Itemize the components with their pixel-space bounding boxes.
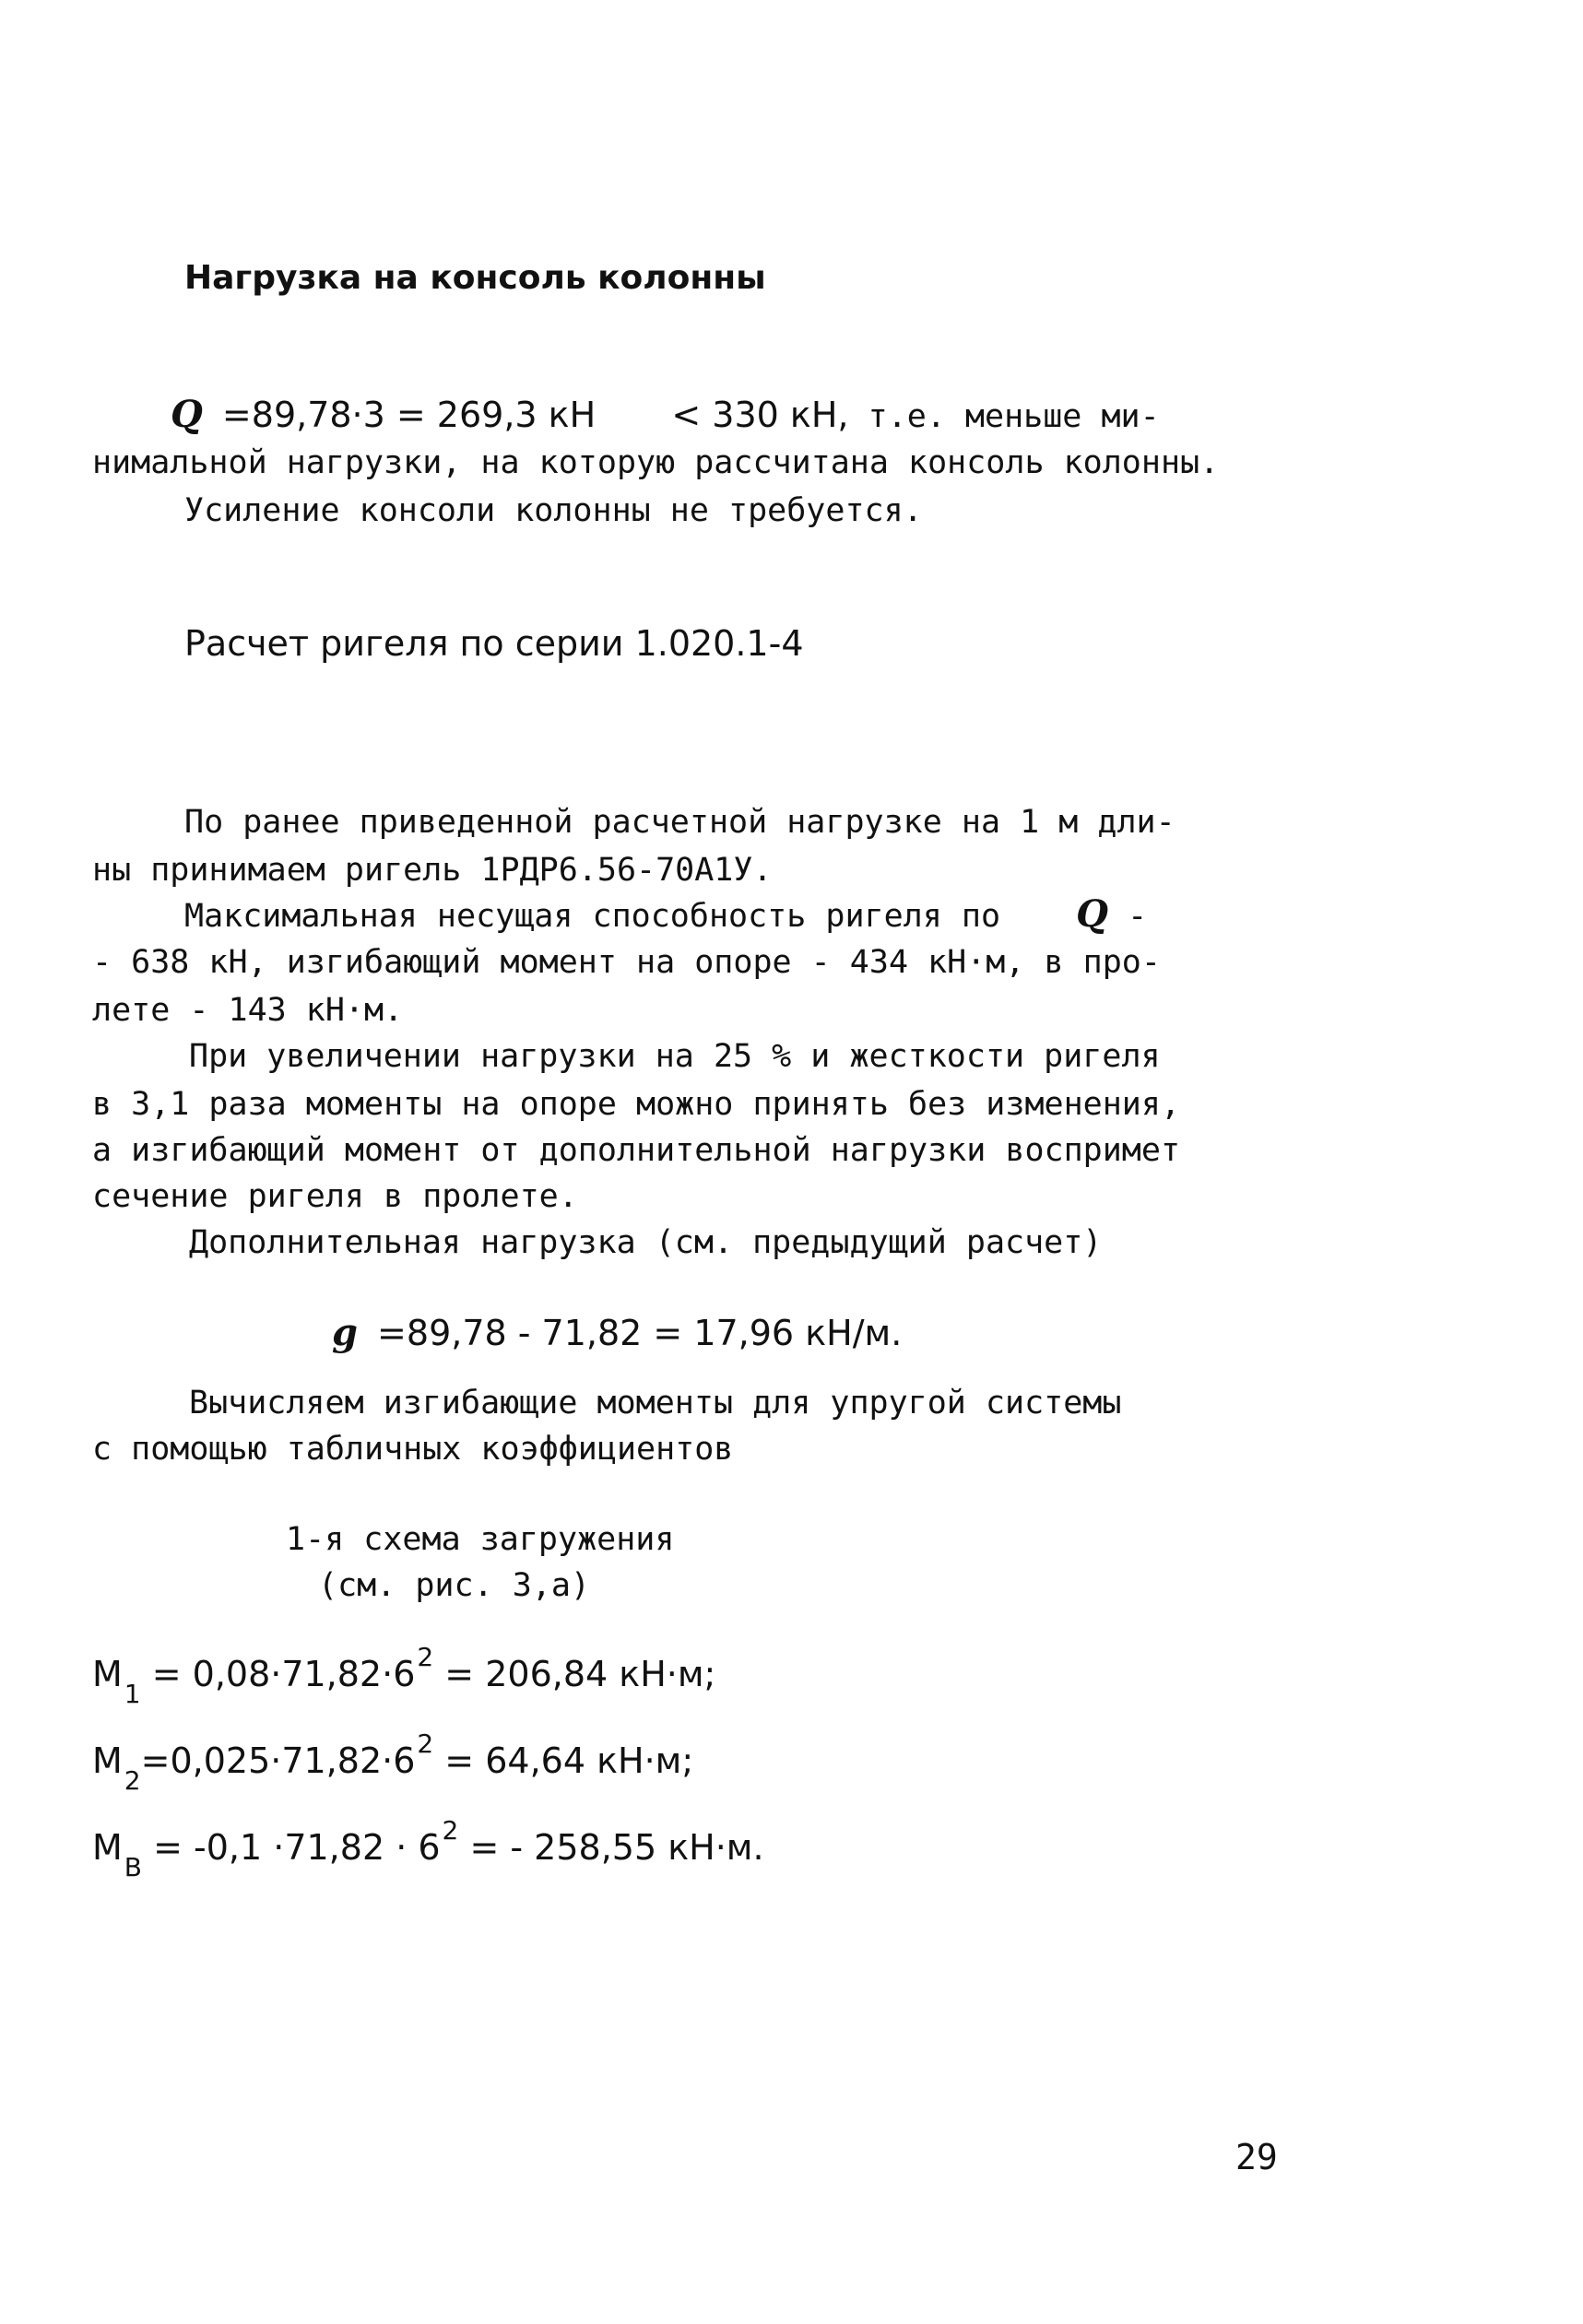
paragraph-line: ны принимаем ригель 1РДР6.56-70А1У.: [92, 852, 773, 889]
moment-result: = 64,64 кН·м;: [444, 1740, 694, 1781]
moment-result: = 206,84 кН·м;: [444, 1654, 716, 1694]
formula-q-expression: =89,78·3 = 269,3 кН: [221, 395, 597, 435]
paragraph-line: в 3,1 раза моменты на опоре можно принять без изменения,: [92, 1086, 1181, 1123]
paragraph-line: При увеличении нагрузки на 25 % и жесткости ригеля: [189, 1038, 1161, 1075]
moment-subscript: 1: [124, 1679, 141, 1709]
moment-symbol: M: [92, 1740, 123, 1781]
paragraph-line: сечение ригеля в пролете.: [92, 1178, 578, 1215]
moment-subscript: B: [124, 1852, 143, 1882]
moment-formula-m2: [92, 1728, 694, 1796]
moment-exponent: 2: [442, 1815, 459, 1846]
moment-expression: = 0,08·71,82·6: [151, 1654, 416, 1694]
formula-q-comparison: < 330 кН,: [671, 395, 849, 435]
moment-symbol: M: [92, 1827, 123, 1868]
q-symbol: Q: [1076, 892, 1109, 936]
dash-text: -: [1128, 898, 1148, 935]
formula-q-text-rest: т.е. меньше ми-: [868, 398, 1160, 435]
moment-result: = - 258,55 кН·м.: [469, 1827, 764, 1868]
paragraph-line: Дополнительная нагрузка (см. предыдущий расчет): [189, 1224, 1103, 1261]
section-heading-console-load: Нагрузка на консоль колонны: [184, 259, 766, 297]
section-heading-beam-calc: Расчет ригеля по серии 1.020.1-4: [184, 623, 804, 664]
moment-symbol: M: [92, 1654, 123, 1694]
paragraph-line: нимальной нагрузки, на которую рассчитана консоль колонны.: [92, 444, 1220, 481]
formula-g-line: [332, 1309, 902, 1359]
paragraph-line: Усиление консоли колонны не требуется.: [184, 492, 923, 529]
paragraph-line: [184, 891, 1147, 940]
scheme-reference: (см. рис. 3,а): [318, 1567, 591, 1604]
scheme-title: 1-я схема загружения: [286, 1521, 675, 1558]
g-symbol: g: [332, 1311, 358, 1354]
q-symbol: Q: [171, 393, 203, 436]
moment-exponent: 2: [417, 1642, 434, 1672]
paragraph-line: По ранее приведенной расчетной нагрузке на 1 м дли-: [184, 804, 1175, 841]
moment-exponent: 2: [417, 1728, 434, 1759]
formula-q-line: [171, 391, 1160, 441]
paragraph-line: а изгибающий момент от дополнительной нагрузки воспримет: [92, 1132, 1181, 1169]
moment-formula-mb: [92, 1815, 764, 1882]
page-number: 29: [1235, 2137, 1278, 2177]
formula-g-expression: =89,78 - 71,82 = 17,96 кН/м.: [377, 1313, 903, 1353]
paragraph-line: лете - 143 кН·м.: [92, 992, 404, 1029]
paragraph-line: - 638 кН, изгибающий момент на опоре - 434 кН·м, в про-: [92, 944, 1161, 981]
paragraph-text: Максимальная несущая способность ригеля по: [184, 898, 1001, 935]
paragraph-line: с помощью табличных коэффициентов: [92, 1431, 734, 1468]
moment-expression: = -0,1 ·71,82 · 6: [153, 1827, 441, 1868]
moment-formula-m1: [92, 1642, 716, 1709]
moment-expression: =0,025·71,82·6: [140, 1740, 416, 1781]
paragraph-line: Вычисляем изгибающие моменты для упругой системы: [189, 1385, 1122, 1422]
moment-subscript: 2: [124, 1765, 141, 1796]
